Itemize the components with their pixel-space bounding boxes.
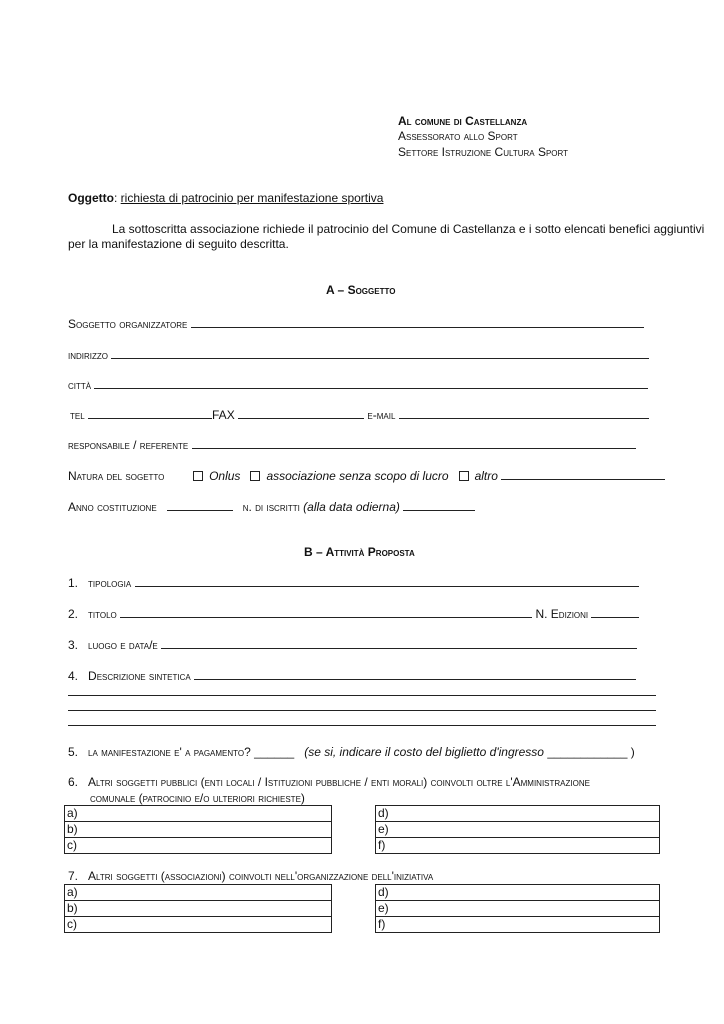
- item-1-number: 1.: [68, 576, 79, 590]
- item-6-row-b[interactable]: b): [65, 822, 332, 838]
- intro-line-2: per la manifestazione di seguito descritta.: [68, 237, 289, 251]
- natura-row: [68, 468, 665, 483]
- titolo-field[interactable]: [120, 606, 532, 618]
- associazione-checkbox[interactable]: [250, 471, 260, 481]
- email-label: e-mail: [367, 408, 396, 422]
- organizzatore-field[interactable]: [191, 316, 644, 328]
- pagamento-label: la manifestazione e' a pagamento?: [88, 745, 251, 759]
- item-6-row-a[interactable]: a): [65, 806, 332, 822]
- indirizzo-field[interactable]: [111, 347, 649, 359]
- item-6-row-f[interactable]: f): [376, 838, 660, 854]
- item-2-row: [68, 606, 639, 621]
- indirizzo-label: indirizzo: [68, 348, 108, 362]
- recipient-line-1: Al comune di Castellanza: [398, 114, 528, 128]
- email-field[interactable]: [399, 407, 649, 419]
- organizzatore-row: [68, 316, 644, 331]
- subject-label: Oggetto: [68, 191, 114, 205]
- recipient-line-2: Assessorato allo Sport: [398, 129, 518, 143]
- anno-row: [68, 499, 475, 514]
- responsabile-field[interactable]: [192, 437, 636, 449]
- item-6-number: 6.: [68, 775, 79, 789]
- section-b-title: B – Attività Proposta: [304, 545, 415, 559]
- iscritti-field[interactable]: [403, 499, 475, 511]
- item-5-row: [68, 745, 635, 759]
- item-3-number: 3.: [68, 638, 79, 652]
- anno-field[interactable]: [167, 499, 233, 511]
- item-7-row: [68, 869, 433, 883]
- item-6-line-2: comunale (patrocinio e/o ulteriori richieste): [90, 791, 305, 805]
- tel-label: tel: [70, 408, 85, 422]
- tipologia-field[interactable]: [135, 575, 639, 587]
- pagamento-field[interactable]: ______: [254, 745, 295, 759]
- fax-label: FAX: [212, 408, 235, 422]
- anno-label: Anno costituzione: [68, 500, 157, 514]
- luogo-field[interactable]: [161, 637, 637, 649]
- edizioni-label: N. Edizioni: [535, 607, 589, 621]
- responsabile-label: responsabile / referente: [68, 438, 189, 452]
- descrizione-field[interactable]: [194, 668, 636, 680]
- tipologia-label: tipologia: [88, 576, 132, 590]
- organizzatore-label: Soggetto organizzatore: [68, 317, 188, 331]
- indirizzo-row: [68, 347, 649, 362]
- subject-line: Oggetto: richiesta di patrocinio per manifestazione sportiva: [68, 191, 384, 205]
- responsabile-row: [68, 437, 636, 452]
- associazione-label: associazione senza scopo di lucro: [266, 469, 449, 483]
- subject-text: richiesta di patrocinio per manifestazione sportiva: [120, 191, 384, 205]
- titolo-label: titolo: [88, 607, 117, 621]
- section-a-title: A – Soggetto: [326, 283, 396, 297]
- iscritti-note: (alla data odierna): [303, 500, 400, 514]
- onlus-checkbox[interactable]: [193, 471, 203, 481]
- item-7-row-e[interactable]: e): [376, 901, 660, 917]
- pagamento-close: ): [630, 745, 635, 759]
- citta-row: [68, 377, 648, 392]
- pagamento-note: (se si, indicare il costo del biglietto d'ingresso: [304, 745, 544, 759]
- intro-line-1: La sottoscritta associazione richiede il patrocinio del Comune di Castellanza e i sotto elencati benefici aggiuntivi: [112, 222, 705, 236]
- citta-label: città: [68, 378, 92, 392]
- natura-label: Natura del sogetto: [68, 469, 165, 483]
- item-7-left-table: [64, 884, 332, 933]
- onlus-label: Onlus: [209, 469, 241, 483]
- item-6-row-d[interactable]: d): [376, 806, 660, 822]
- item-7-row-d[interactable]: d): [376, 885, 660, 901]
- item-7-row-f[interactable]: f): [376, 917, 660, 933]
- item-5-number: 5.: [68, 745, 79, 759]
- altro-label: altro: [474, 469, 498, 483]
- altro-checkbox[interactable]: [459, 471, 469, 481]
- item-7-line-1: Altri soggetti (associazioni) coinvolti nell'organizzazione dell'iniziativa: [88, 869, 434, 883]
- edizioni-field[interactable]: [591, 606, 639, 618]
- item-2-number: 2.: [68, 607, 79, 621]
- item-6-right-table: [375, 805, 660, 854]
- item-7-row-c[interactable]: c): [65, 917, 332, 933]
- item-7-right-table: [375, 884, 660, 933]
- iscritti-label: n. di iscritti: [242, 500, 300, 514]
- item-6-row-e[interactable]: e): [376, 822, 660, 838]
- descrizione-label: Descrizione sintetica: [88, 669, 191, 683]
- item-7-row-b[interactable]: b): [65, 901, 332, 917]
- item-1-row: [68, 575, 639, 590]
- altro-field[interactable]: [501, 468, 665, 480]
- descrizione-line-3[interactable]: [68, 710, 656, 711]
- item-3-row: [68, 637, 637, 652]
- recipient-line-3: Settore Istruzione Cultura Sport: [398, 145, 569, 159]
- item-4-number: 4.: [68, 669, 79, 683]
- tel-field[interactable]: [88, 407, 212, 419]
- contacts-row: [70, 407, 649, 422]
- fax-field[interactable]: [238, 407, 364, 419]
- luogo-label: luogo e data/e: [88, 638, 158, 652]
- costo-field[interactable]: ____________: [547, 745, 628, 759]
- item-6-left-table: [64, 805, 332, 854]
- descrizione-line-2[interactable]: [68, 695, 656, 696]
- item-7-row-a[interactable]: a): [65, 885, 332, 901]
- item-6-row: [68, 775, 590, 789]
- item-7-number: 7.: [68, 869, 79, 883]
- item-6-line-1: Altri soggetti pubblici (enti locali / Istituzioni pubbliche / enti morali) coinvolti oltre l'Amministrazione: [88, 775, 590, 789]
- item-4-row: [68, 668, 636, 683]
- item-6-row-c[interactable]: c): [65, 838, 332, 854]
- descrizione-line-4[interactable]: [68, 725, 656, 726]
- citta-field[interactable]: [94, 377, 648, 389]
